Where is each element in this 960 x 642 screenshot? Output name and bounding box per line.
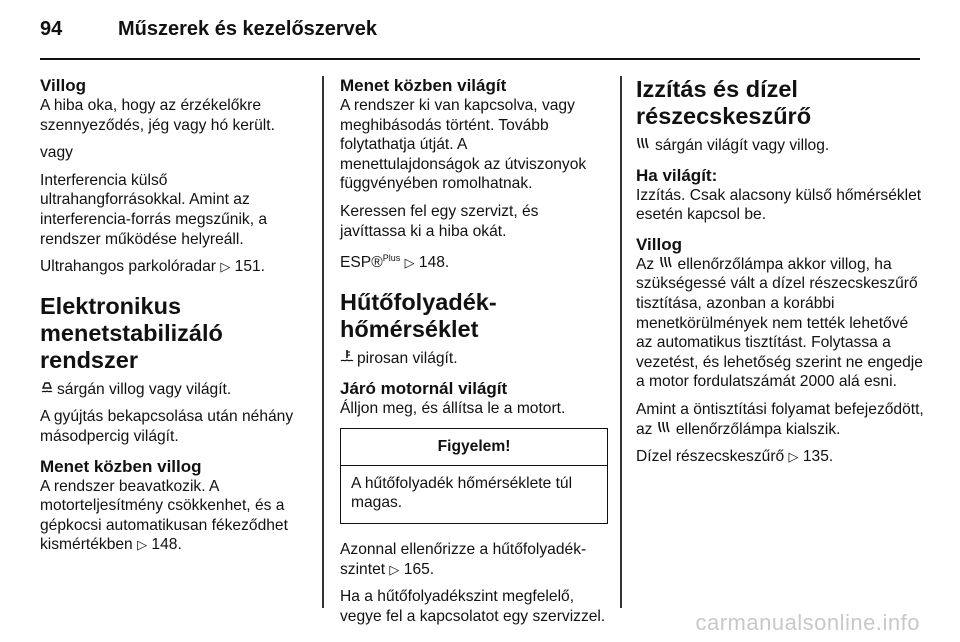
- warning-text: A hűtőfolyadék hőmérséklete túl magas.: [351, 474, 573, 512]
- column-divider: [322, 76, 324, 608]
- esp-label: ESP®: [340, 254, 383, 272]
- paragraph-with-reference: [40, 477, 308, 555]
- subheading-ha-vilagit: Ha világít:: [636, 165, 718, 185]
- subheading-menet-kozben-vilagit: Menet közben világít: [340, 76, 507, 95]
- text-fragment: Az: [636, 255, 655, 273]
- subheading-villog: Villog: [40, 76, 86, 95]
- paragraph: Álljon meg, és állítsa le a motort.: [340, 399, 566, 417]
- header-divider: [40, 58, 920, 60]
- column-2: [340, 76, 608, 626]
- page-reference-link[interactable]: 148.: [418, 254, 450, 272]
- esp-status-text: sárgán villog vagy világít.: [57, 380, 232, 398]
- page-header: [40, 18, 920, 52]
- glow-plug-icon: [657, 420, 673, 440]
- section-heading-coolant: Hűtőfolyadék-hőmérséklet: [340, 288, 497, 342]
- coolant-temp-icon: [340, 349, 354, 369]
- watermark: carmanualsonline.info: [695, 610, 920, 635]
- ref-arrow-icon: ▷: [137, 537, 148, 553]
- paragraph-with-reference: [340, 249, 608, 273]
- page-reference-link[interactable]: 148.: [151, 536, 182, 554]
- ref-arrow-icon: ▷: [404, 255, 415, 271]
- column-1: [40, 76, 308, 555]
- section-heading-glow-dpf: Izzítás és dízel részecskeszűrő: [636, 76, 812, 129]
- esp-car-icon: [40, 380, 54, 400]
- paragraph: Keressen fel egy szervizt, és javíttassa ki a hiba okát.: [340, 202, 539, 240]
- text-fragment: ellenőrzőlámpa kialszik.: [675, 420, 841, 438]
- ref-arrow-icon: ▷: [389, 561, 400, 577]
- reference-text: Azonnal ellenőrizze a hűtőfolyadék-szintet: [340, 540, 587, 578]
- text-fragment: Amint a öntisztítási folyamat befejeződött, az: [636, 400, 924, 438]
- subheading-villog: Villog: [636, 234, 682, 254]
- paragraph: [340, 349, 608, 369]
- subheading-jaro-motornal: Járó motornál világít: [340, 378, 508, 398]
- reference-text: Ultrahangos parkolóradar: [40, 258, 216, 276]
- ref-arrow-icon: ▷: [220, 259, 231, 275]
- reference-text: Dízel részecskeszűrő: [636, 448, 785, 466]
- warning-box: [340, 428, 608, 524]
- paragraph: vagy: [40, 144, 73, 162]
- page-reference-link[interactable]: 151.: [234, 258, 266, 276]
- paragraph: [636, 400, 926, 439]
- paragraph: Ha a hűtőfolyadékszint megfelelő, vegye fel a kapcsolatot egy szervizzel.: [340, 588, 606, 625]
- paragraph: [40, 380, 308, 400]
- column-3: [636, 76, 926, 467]
- section-heading-esp: Elektronikus menetstabilizáló rendszer: [40, 292, 223, 373]
- ref-arrow-icon: ▷: [788, 449, 799, 465]
- column-divider: [620, 76, 622, 608]
- paragraph: Interferencia külső ultrahangforrásokkal. Amint az interferencia-forrás megszűnik, a rendszer működése helyreáll.: [40, 171, 268, 248]
- glow-plug-icon: [659, 255, 675, 275]
- paragraph: A rendszer ki van kapcsolva, vagy meghibásodás történt. Tovább folytathatja útját. A menettulajdonságok az útviszonyok függvényében romolhatnak.: [340, 97, 587, 193]
- reference-text: A rendszer beavatkozik. A motorteljesítmény csökkenhet, és a gépkocsi automatikusan fékeződhet kismértékben: [40, 477, 288, 554]
- paragraph: [636, 255, 926, 392]
- text-fragment: ellenőrzőlámpa akkor villog, ha szükségessé vált a dízel részecskeszűrő tisztítása, azonban a korábbi menetkörülmények nem tették lehetővé az automatikus tisztítást. Folytassa a vezetést, és lehetőség szerint ne engedje a motor fordulatszámát 2000 alá esni.: [636, 255, 923, 391]
- page-title: Műszerek és kezelőszervek: [118, 18, 378, 40]
- glow-plug-icon: [636, 136, 652, 156]
- esp-superscript: Plus: [382, 253, 401, 264]
- page-number: 94: [40, 18, 63, 40]
- paragraph: [636, 136, 926, 156]
- glow-status-text: sárgán világít vagy villog.: [655, 137, 830, 154]
- page-reference-link[interactable]: 165.: [403, 560, 435, 578]
- paragraph: A gyújtás bekapcsolása után néhány másodpercig világít.: [40, 408, 294, 445]
- paragraph: Izzítás. Csak alacsony külső hőmérséklet esetén kapcsol be.: [636, 186, 922, 224]
- paragraph-with-reference: [40, 257, 308, 277]
- warning-title: Figyelem!: [341, 429, 607, 466]
- subheading-menet-kozben-villog: Menet közben villog: [40, 456, 202, 476]
- paragraph-with-reference: [636, 447, 926, 467]
- page-reference-link[interactable]: 135.: [802, 448, 834, 466]
- paragraph: A hiba oka, hogy az érzékelőkre szennyeződés, jég vagy hó került.: [40, 97, 275, 134]
- paragraph-with-reference: [340, 540, 608, 579]
- coolant-status-text: pirosan világít.: [357, 349, 458, 367]
